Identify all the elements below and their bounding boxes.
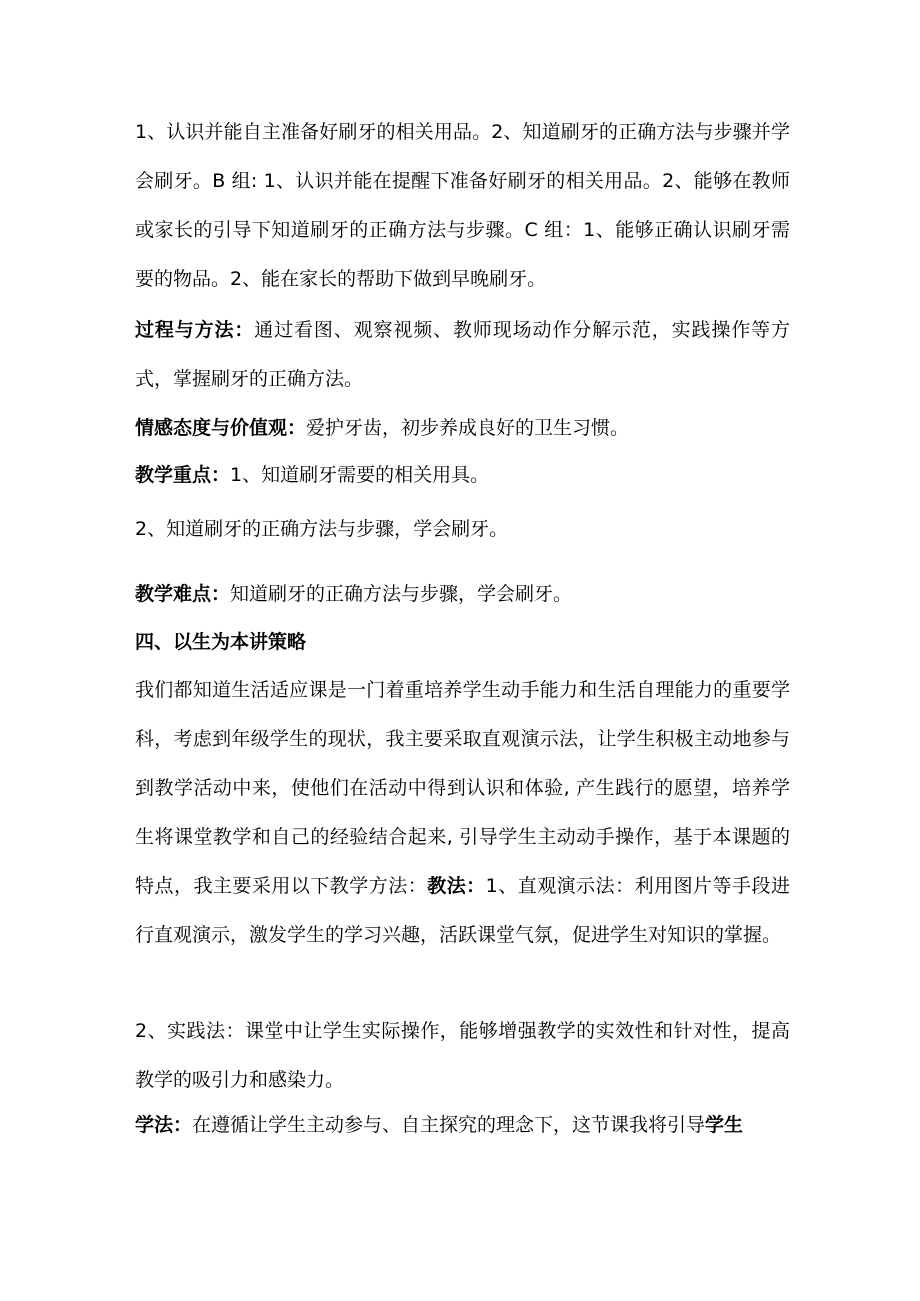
label-learning-method: 学法：: [135, 1114, 193, 1136]
section-heading: [135, 618, 790, 667]
text-run: 我们都知道生活适应课是一门着重培养学生动手能力和生活自理能力的重要学科，考虑到年级学生的现状，我主要采取直观演示法，让学生积极主动地参与到教学活动中来，使他们在活动中得到认识和体验, 产生践行的愿望，培养学生将课堂教学和自己的经验结合起来, 引导学生主动动手操作，基于本课题的特点，我主要采用以下教学方法：: [135, 679, 790, 897]
label-process-method: 过程与方法：: [135, 319, 255, 341]
paragraph-emotion-values: [135, 404, 790, 453]
text-run: 知道刷牙的正确方法与步骤，学会刷牙。: [230, 583, 573, 605]
paragraph-learning-method: [135, 1101, 790, 1150]
paragraph-key-point-2: [135, 505, 790, 554]
paragraph-a-group-goals: [135, 108, 790, 304]
text-run: 通过看图、观察视频、教师现场动作分解示范，实践操作等方式，掌握刷牙的正确方法。: [135, 319, 790, 390]
paragraph-difficulty: [135, 570, 790, 619]
text-run: 1、知道刷牙需要的相关用具。: [230, 464, 490, 486]
label-teaching-method: 教法：: [427, 875, 486, 897]
text-run: 在遵循让学生主动参与、自主探究的理念下，这节课我将引导: [192, 1114, 706, 1136]
text-run: 1、直观演示法：利用图片等手段进行直观演示，激发学生的学习兴趣，活跃课堂气氛，促进学生对知识的掌握。: [135, 875, 790, 946]
label-key-point: 教学重点：: [135, 464, 231, 486]
text-run: 爱护牙齿，初步养成良好的卫生习惯。: [306, 417, 630, 439]
label-emotion-values: 情感态度与价值观：: [135, 417, 307, 439]
text-run-bold: 学生: [705, 1114, 744, 1136]
text-run: 2、实践法：课堂中让学生实际操作，能够增强教学的实效性和针对性，提高教学的吸引力和感染力。: [135, 1020, 790, 1091]
paragraph-process-method: [135, 306, 790, 404]
paragraph-key-point-1: [135, 451, 790, 500]
paragraph-practice-method: [135, 1007, 790, 1105]
text-run: 2、知道刷牙的正确方法与步骤，学会刷牙。: [135, 518, 509, 540]
paragraph-strategy: [135, 666, 790, 960]
label-difficulty: 教学难点：: [135, 583, 231, 605]
heading-text: 四、以生为本讲策略: [135, 631, 307, 653]
text-run: 1、认识并能自主准备好刷牙的相关用品。2、知道刷牙的正确方法与步骤并学会刷牙。B 组: 1、认识并能在提醒下准备好刷牙的相关用品。2、能够在教师或家长的引导下知道刷牙的正确方法与步骤。C 组：1、能够正确认识刷牙需要的物品。2、能在家长的帮助下做到早晚刷牙。: [135, 121, 790, 290]
